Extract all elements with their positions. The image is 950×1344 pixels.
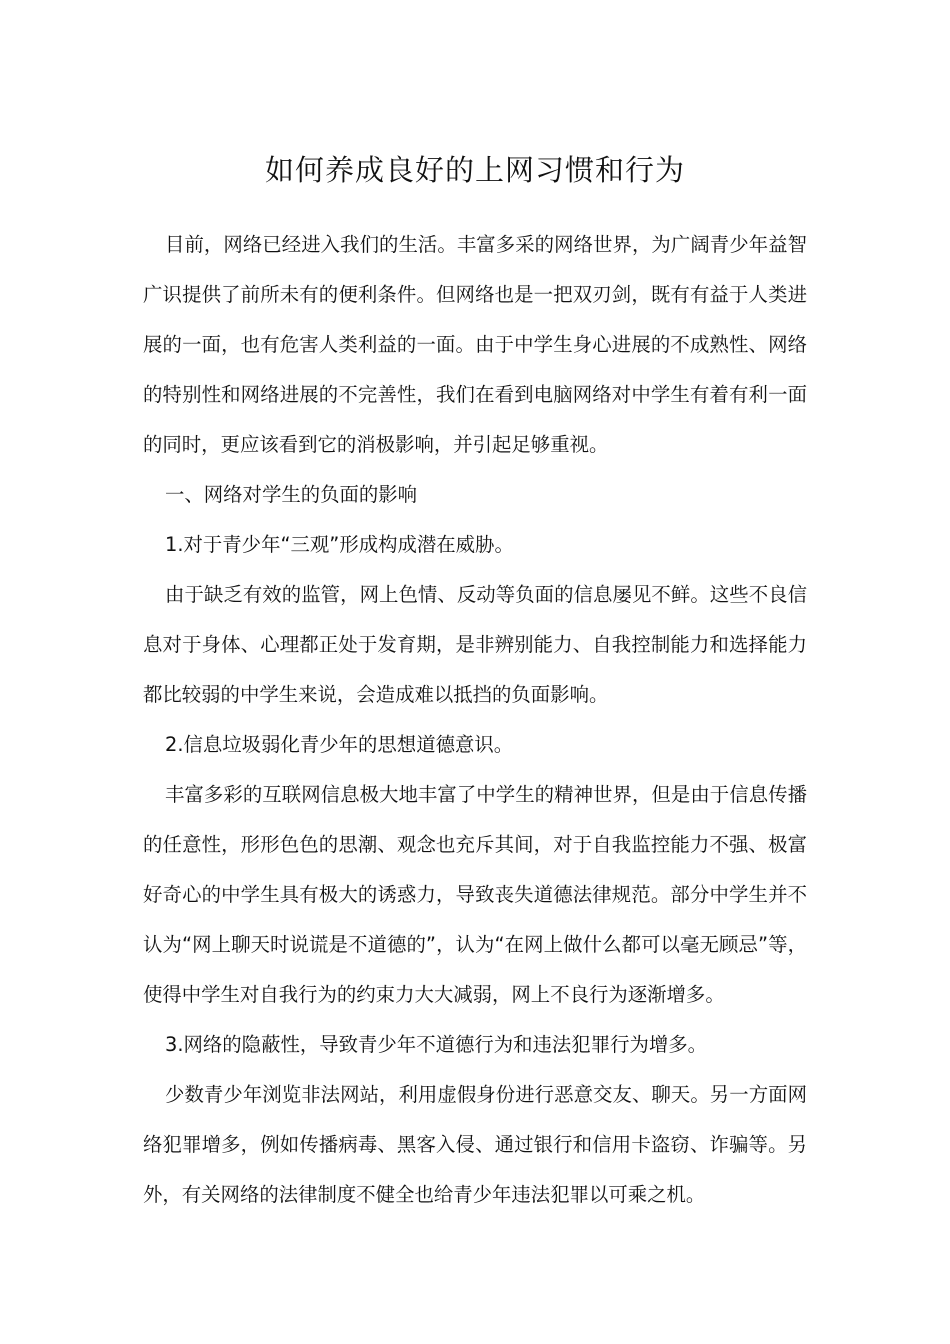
document-body — [143, 220, 807, 1220]
point-body-3: 少数青少年浏览非法网站，利用虚假身份进行恶意交友、聊天。另一方面网络犯罪增多，例如传播病毒、黑客入侵、通过银行和信用卡盗窃、诈骗等。另外，有关网络的法律制度不健全也给青少年违法犯罪以可乘之机。 — [143, 1083, 807, 1206]
point-body-1: 由于缺乏有效的监管，网上色情、反动等负面的信息屡见不鲜。这些不良信息对于身体、心理都正处于发育期，是非辨别能力、自我控制能力和选择能力都比较弱的中学生来说，会造成难以抵挡的负面影响。 — [143, 583, 807, 706]
paragraph-intro: 目前，网络已经进入我们的生活。丰富多采的网络世界，为广阔青少年益智广识提供了前所未有的便利条件。但网络也是一把双刃剑，既有有益于人类进展的一面，也有危害人类利益的一面。由于中学生身心进展的不成熟性、网络的特别性和网络进展的不完善性，我们在看到电脑网络对中学生有着有利一面的同时，更应该看到它的消极影响，并引起足够重视。 — [143, 233, 807, 456]
document-title: 如何养成良好的上网习惯和行为 — [264, 153, 685, 187]
point-heading-1: 1.对于青少年“三观”形成构成潜在威胁。 — [165, 533, 514, 556]
section-heading: 一、网络对学生的负面的影响 — [165, 483, 418, 506]
point-body-2: 丰富多彩的互联网信息极大地丰富了中学生的精神世界，但是由于信息传播的任意性，形形色色的思潮、观念也充斥其间，对于自我监控能力不强、极富好奇心的中学生具有极大的诱惑力，导致丧失道德法律规范。部分中学生并不认为“网上聊天时说谎是不道德的”，认为“在网上做什么都可以毫无顾忌”等，使得中学生对自我行为的约束力大大减弱，网上不良行为逐渐增多。 — [143, 783, 807, 1006]
point-heading-2: 2.信息垃圾弱化青少年的思想道德意识。 — [165, 733, 514, 756]
point-heading-3: 3.网络的隐蔽性，导致青少年不道德行为和违法犯罪行为增多。 — [165, 1033, 708, 1056]
